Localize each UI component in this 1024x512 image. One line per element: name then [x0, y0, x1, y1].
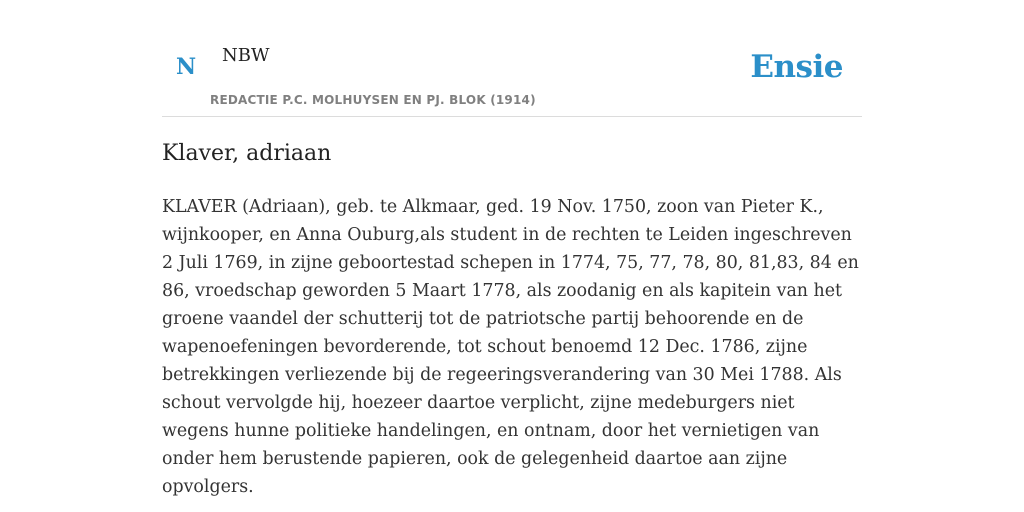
source-logo-icon[interactable]: N [176, 54, 197, 80]
source-header [162, 0, 862, 117]
entry-body: KLAVER (Adriaan), geb. te Alkmaar, ged. 19 Nov. 1750, zoon van Pieter K., wijnkooper, en Anna Ouburg,als student in de rechten te Leiden ingeschreven 2 Juli 1769, in zijne geboortestad schepen in 1774, 75, 77, 78, 80, 81,83, 84 en 86, vroedschap geworden 5 Maart 1778, als zoodanig en als kapitein van het groene vaandel der schutterij tot de patriotsche partij behoorende en de wapenoefeningen bevorderende, tot schout benoemd 12 Dec. 1786, zijne betrekkingen verliezende bij de regeeringsverandering van 30 Mei 1788. Als schout vervolgde hij, hoezeer daartoe verplicht, zijne medeburgers niet wegens hunne politieke handelingen, en ontnam, door het vernietigen van onder hem berustende papieren, ook de gelegenheid daartoe aan zijne opvolgers. [162, 197, 859, 497]
source-collection-link[interactable]: NBW [222, 45, 270, 66]
source-editors: REDACTIE P.C. MOLHUYSEN EN PJ. BLOK (1914) [210, 93, 536, 107]
entry-title: Klaver, adriaan [162, 141, 332, 166]
brand-logo[interactable]: Ensie [750, 49, 843, 85]
page [162, 0, 862, 512]
